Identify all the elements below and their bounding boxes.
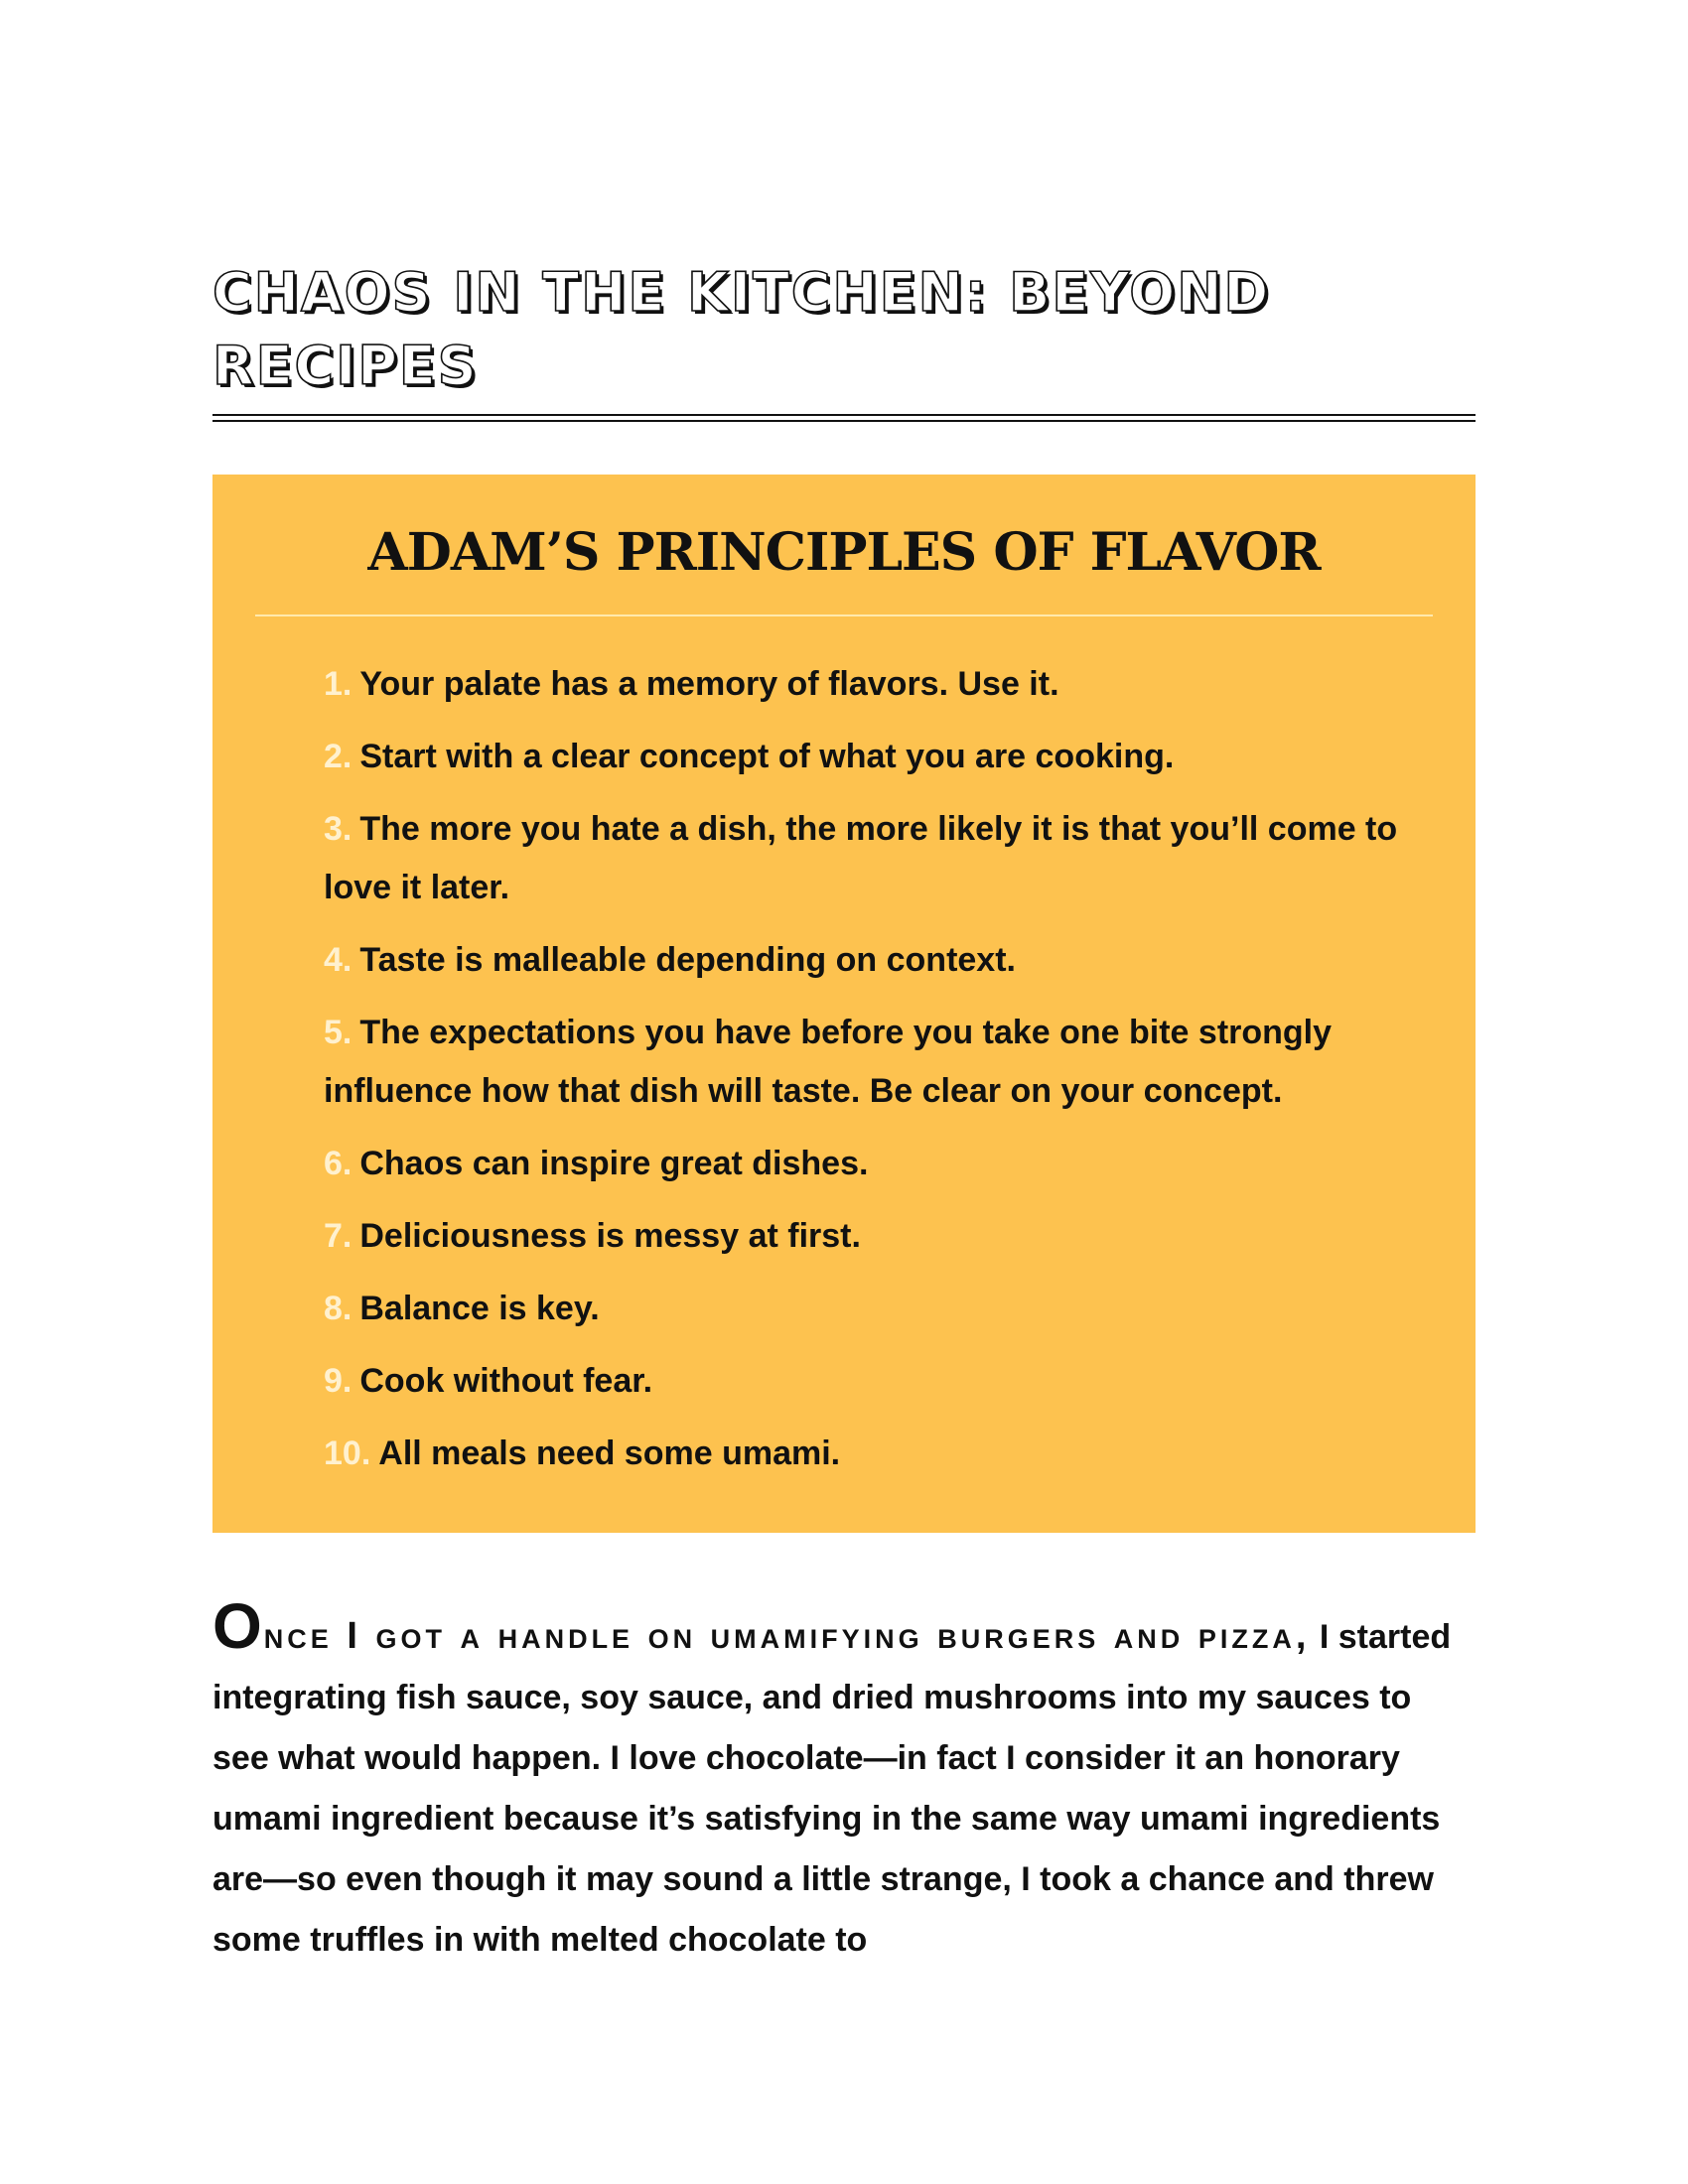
- principle-number: 6.: [324, 1145, 352, 1182]
- principles-list: [324, 655, 1436, 1497]
- principle-item: [324, 1207, 1436, 1266]
- principle-number: 1.: [324, 665, 352, 703]
- principle-text: Taste is malleable depending on context.: [359, 941, 1016, 979]
- title-double-rule: [212, 414, 1476, 422]
- principle-item: [324, 728, 1436, 786]
- principle-text: The expectations you have before you take one bite strongly influence how that dish will taste. Be clear on your concept.: [324, 1014, 1333, 1110]
- principle-number: 2.: [324, 738, 352, 775]
- principle-text: All meals need some umami.: [378, 1434, 841, 1472]
- principle-number: 4.: [324, 941, 352, 979]
- principle-number: 3.: [324, 810, 352, 848]
- principle-number: 5.: [324, 1014, 352, 1051]
- principle-item: [324, 1004, 1436, 1121]
- principle-item: [324, 1280, 1436, 1338]
- principle-text: Your palate has a memory of flavors. Use it.: [359, 665, 1059, 703]
- principle-item: [324, 931, 1436, 990]
- sidebar-title: ADAM’S PRINCIPLES OF FLAVOR: [367, 522, 1321, 583]
- principle-text: The more you hate a dish, the more likely it is that you’ll come to love it later.: [324, 810, 1398, 906]
- principle-text: Start with a clear concept of what you are cooking.: [359, 738, 1175, 775]
- principle-number: 7.: [324, 1217, 352, 1255]
- principle-number: 10.: [324, 1434, 371, 1472]
- body-paragraph: [212, 1590, 1476, 1971]
- principle-number: 9.: [324, 1362, 352, 1400]
- principle-text: Deliciousness is messy at first.: [359, 1217, 861, 1255]
- principle-item: [324, 1135, 1436, 1193]
- principle-item: [324, 800, 1436, 917]
- principles-sidebar: [212, 475, 1476, 1533]
- lead-initial-letter: O: [212, 1590, 264, 1662]
- sidebar-divider: [255, 614, 1433, 616]
- principle-item: [324, 655, 1436, 714]
- principle-number: 8.: [324, 1290, 352, 1327]
- principle-item: [324, 1352, 1436, 1411]
- chapter-title: CHAOS IN THE KITCHEN: BEYOND RECIPES: [212, 261, 1271, 397]
- principle-item: [324, 1425, 1436, 1483]
- body-paragraph-text: I started integrating fish sauce, soy sauce, and dried mushrooms into my sauces to see what would happen. I love chocolate—in fact I consider it an honorary umami ingredient because it’s satisfying in the same way umami ingredients are—so even though it may sound a little strange, I took a chance and threw some truffles in with melted chocolate to: [212, 1618, 1452, 1959]
- lead-in-small-caps: nce I got a handle on umamifying burgers and pizza,: [263, 1615, 1311, 1657]
- principle-text: Balance is key.: [359, 1290, 600, 1327]
- principle-text: Chaos can inspire great dishes.: [359, 1145, 869, 1182]
- principle-text: Cook without fear.: [359, 1362, 653, 1400]
